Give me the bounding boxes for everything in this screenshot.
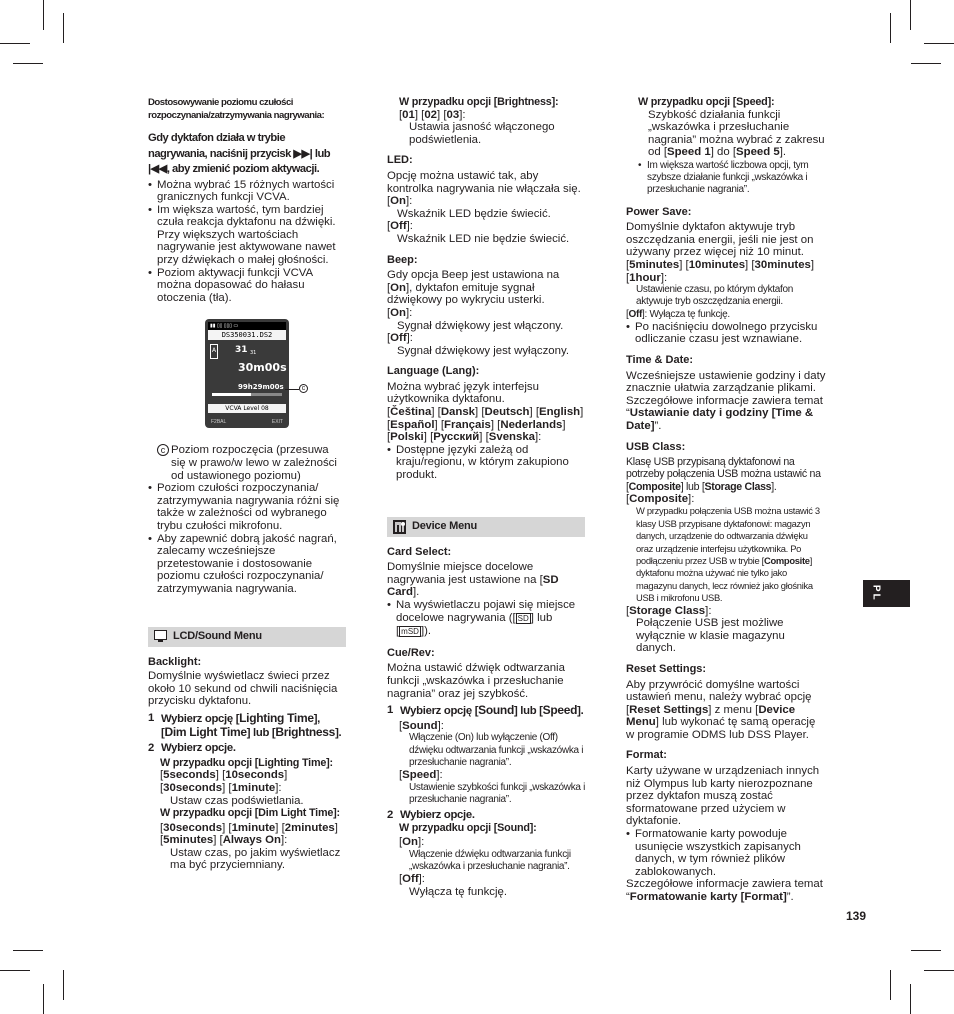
callout-marker: c: [299, 384, 308, 393]
setting-heading: Card Select:: [387, 545, 452, 558]
monitor-icon: [154, 630, 167, 643]
paragraph: Opcję można ustawić tak, aby kontrolka nagrywania nie włączała się.: [387, 169, 581, 195]
microsd-card-icon: mSD: [401, 627, 419, 637]
step-2: 2 Wybierz opcje.: [387, 808, 475, 821]
crop-mark: [0, 970, 30, 971]
crop-mark: [924, 970, 954, 971]
option-heading: W przypadku opcji [Brightness]:: [399, 96, 559, 108]
option-value: [Off]:: [387, 332, 413, 345]
option-value: [Off]:: [387, 220, 413, 233]
paragraph: Gdy opcja Beep jest ustawiona na [On], dyktafon emituje sygnał dźwiękowy po wykryciu usterki.: [387, 269, 560, 307]
crop-mark: [43, 984, 44, 1014]
option-values: [5minutes] [10minutes] [30minutes] [1hour]:: [626, 258, 815, 284]
setting-heading: Beep:: [387, 253, 418, 266]
paragraph: Aby przywrócić domyślne wartości ustawień menu, należy wybrać opcję [Reset Settings] z menu [Device Menu] lub wykonać tę samą operację w programie ODMS lub DSS Player.: [626, 678, 816, 741]
setting-heading: Language (Lang):: [387, 365, 480, 378]
paragraph: Wcześniejsze ustawienie godziny i daty znacznie ułatwia zarządzanie plikami. Szczegółowe informacje zawiera temat “Ustawianie daty i godziny [Time & Date]”.: [626, 369, 826, 432]
crop-mark: [63, 13, 64, 43]
list-item: • Im większa wartość liczbowa opcji, tym szybsze działanie funkcji „wskazówka i przesłuchanie nagrania”.: [638, 160, 826, 197]
option-value: [On]:: [387, 195, 413, 208]
crop-mark: [890, 970, 891, 1000]
paragraph: Można ustawić dźwięk odtwarzania funkcji „wskazówka i przesłuchanie nagrania” oraz jej szybkość.: [387, 662, 565, 700]
option-description: Ustawienie czasu, po którym dyktafon aktywuje tryb oszczędzania energii.: [636, 284, 794, 308]
crop-mark: [911, 63, 941, 64]
option-description: Sygnał dźwiękowy jest wyłączony.: [397, 344, 569, 357]
list-item: • Formatowanie karty powoduje usunięcie wszystkich zapisanych danych, w tym również plików zablokowanych.: [626, 828, 826, 878]
crop-mark: [13, 950, 43, 951]
device-menu-header: Device Menu: [387, 517, 585, 537]
option-heading: W przypadku opcji [Lighting Time]:: [160, 756, 333, 769]
option-description: Ustaw czas, po jakim wyświetlacz ma być przyciemniany.: [170, 846, 341, 872]
option-description: Sygnał dźwiękowy jest włączony.: [397, 319, 564, 332]
list-item: • Poziom czułości rozpoczynania/ zatrzymywania nagrywania różni się także w zależności od wybranego trybu czułości mikrofonu.: [148, 482, 348, 532]
paragraph: Domyślnie wyświetlacz świeci przez około 10 sekund od chwili naciśnięcia przycisku dyktafonu.: [148, 670, 338, 708]
lcd-filename: DS350031.DS2: [208, 330, 286, 340]
tools-icon: [393, 520, 406, 533]
list-item: • Poziom aktywacji funkcji VCVA można dopasować do hałasu otoczenia (tła).: [148, 267, 348, 305]
option-values: [01] [02] [03]:: [399, 108, 466, 121]
list-item: • Dostępne języki zależą od kraju/regionu, w którym zakupiono produkt.: [387, 444, 587, 482]
language-tab: PL: [863, 580, 910, 607]
step-1: 1 Wybierz opcję [Lighting Time], [Dim Light Time] lub [Brightness].: [148, 710, 342, 739]
list-item: • Można wybrać 15 różnych wartości granicznych funkcji VCVA.: [148, 179, 348, 204]
setting-heading: LED:: [387, 154, 413, 167]
option-heading: W przypadku opcji [Sound]:: [399, 821, 537, 834]
option-values: [5seconds] [10seconds] [30seconds] [1minute]:: [160, 769, 288, 794]
lcd-screen: [205, 319, 306, 428]
lcd-count: 31: [235, 345, 248, 356]
option-description: Włączenie (On) lub wyłączenie (Off) dźwięku odtwarzania funkcji „wskazówka i przesłuchanie nagrania”.: [409, 732, 584, 768]
lcd-softkey-right: EXIT: [271, 419, 283, 426]
crop-mark: [910, 984, 911, 1014]
list-item: • Aby zapewnić dobrą jakość nagrań, zalecamy wcześniejsze przetestowanie i dostosowanie poziomu czułości rozpoczynania/ zatrzymywania nagrywania.: [148, 533, 348, 596]
step-2: 2 Wybierz opcje.: [148, 742, 236, 755]
crop-mark: [910, 0, 911, 30]
paragraph: Klasę USB przypisaną dyktafonowi na potrzeby połączenia USB można ustawić na [Composite] lub [Storage Class].: [626, 456, 821, 493]
sd-card-icon: SD: [517, 613, 529, 623]
option-value: [Composite]:: [626, 492, 695, 505]
setting-heading: Power Save:: [626, 205, 692, 218]
option-description: Szybkość działania funkcji „wskazówka i przesłuchanie nagrania” można wybrać z zakresu od [Speed 1] do [Speed 5].: [648, 108, 825, 159]
paragraph: Domyślnie dyktafon aktywuje tryb oszczędzania energii, jeśli nie jest on używany przez więcej niż 10 minut.: [626, 221, 814, 259]
option-heading: W przypadku opcji [Speed]:: [638, 96, 775, 108]
option-value: [Storage Class]:: [626, 604, 712, 617]
column-3: [626, 96, 826, 904]
setting-heading: Time & Date:: [626, 353, 694, 366]
setting-heading: Backlight:: [148, 655, 202, 668]
crop-mark: [43, 0, 44, 30]
option-description: Ustawia jasność włączonego podświetlenia.: [409, 121, 555, 146]
crop-mark: [924, 43, 954, 44]
option-value: [Off]:: [399, 873, 425, 886]
option-value: [Speed]:: [399, 768, 443, 781]
list-item: • Po naciśnięciu dowolnego przycisku odliczanie czasu jest wznawiane.: [626, 321, 826, 346]
step-1: 1 Wybierz opcję [Sound] lub [Speed].: [387, 703, 584, 718]
paragraph: Można wybrać język interfejsu użytkownika dyktafonu.: [387, 380, 539, 406]
paragraph: Szczegółowe informacje zawiera temat “Formatowanie karty [Format]”.: [626, 878, 823, 904]
status-bar: ▮▮ ▯▯ ▯▯▯ ▭: [208, 322, 286, 330]
crop-mark: [911, 950, 941, 951]
lcd-total: 31: [250, 350, 257, 357]
level-bar: [212, 393, 282, 396]
option-description: Wskaźnik LED będzie świecić.: [397, 207, 551, 220]
crop-mark: [890, 13, 891, 43]
lcd-time: 30m00s: [238, 361, 287, 375]
option-description: Ustawienie szybkości funkcji „wskazówka i przesłuchanie nagrania”.: [409, 781, 586, 805]
callout-description: c Poziom rozpoczęcia (przesuwa się w prawo/w lewo w zależności od ustawionego poziomu): [148, 444, 348, 482]
list-item: • Im większa wartość, tym bardziej czuła reakcja dyktafonu na dźwięki. Przy większych wartościach nagrywanie jest aktywowane nawet przy dźwiękach o małej głośności.: [148, 204, 348, 267]
option-heading: W przypadku opcji [Dim Light Time]:: [160, 807, 340, 820]
option-description: Wyłącza tę funkcję.: [409, 885, 508, 898]
paragraph: Domyślnie miejsce docelowe nagrywania jest ustawione na [SD Card].: [387, 561, 559, 599]
setting-heading: Reset Settings:: [626, 662, 707, 675]
instruction: Gdy dyktafon działa w trybie nagrywania, naciśnij przycisk ▶▶| lub |◀◀, aby zmienić poziom aktywacji.: [148, 132, 331, 175]
language-options: [Čeština] [Dansk] [Deutsch] [English] [Español] [Français] [Nederlands] [Polski] [Русский] [Svenska]:: [387, 406, 584, 444]
page-number: 139: [846, 909, 867, 923]
option-description: Wskaźnik LED nie będzie świecić.: [397, 232, 570, 245]
option-value: [Sound]:: [399, 719, 444, 732]
setting-heading: USB Class:: [626, 440, 686, 453]
paragraph: Karty używane w urządzeniach innych niż Olympus lub karty nierozpoznane przez dyktafon muszą zostać sformatowane przed użyciem w dyktafonie.: [626, 765, 820, 828]
lcd-vcva-level: VCVA Level 08: [208, 404, 286, 413]
option-value: [Off]: Wyłącza tę funkcję.: [626, 308, 730, 320]
option-value: [On]:: [399, 836, 425, 849]
option-description: W przypadku połączenia USB można ustawić 3 klasy USB przypisane dyktafonowi: magazyn danych, urządzenie do odtwarzania dźwięku oraz urządzenie interfejsu użytkownika. Po podłączeniu przez USB w trybie [Composite] dyktafonu można używać nie tylko jako magazynu danych, lecz również jako głośnika USB i mikrofonu USB.: [636, 505, 820, 604]
option-description: Połączenie USB jest możliwe wyłącznie w klasie magazynu danych.: [636, 617, 785, 655]
lcd-folder: A: [210, 344, 218, 359]
crop-mark: [0, 43, 30, 44]
option-values: [30seconds] [1minute] [2minutes] [5minutes] [Always On]:: [160, 821, 338, 847]
crop-mark: [63, 970, 64, 1000]
lcd-sound-menu-header: LCD/Sound Menu: [148, 627, 346, 647]
lcd-softkey-left: F2BAL: [211, 419, 227, 426]
setting-heading: Cue/Rev:: [387, 646, 435, 659]
setting-heading: Format:: [626, 749, 667, 762]
column-2: [387, 96, 587, 898]
column-1: [148, 96, 348, 872]
list-item: • Na wyświetlaczu pojawi się miejsce docelowe nagrywania ([ SD ] lub [ mSD ]).: [387, 599, 587, 639]
option-description: Włączenie dźwięku odtwarzania funkcji „wskazówka i przesłuchanie nagrania”.: [409, 848, 571, 872]
option-value: [On]:: [387, 306, 413, 319]
section-title: Dostosowywanie poziomu czułości rozpoczynania/zatrzymywania nagrywania:: [148, 97, 325, 121]
option-description: Ustaw czas podświetlania.: [170, 794, 304, 807]
lcd-remaining: 99h29m00s: [238, 383, 284, 392]
crop-mark: [13, 63, 43, 64]
